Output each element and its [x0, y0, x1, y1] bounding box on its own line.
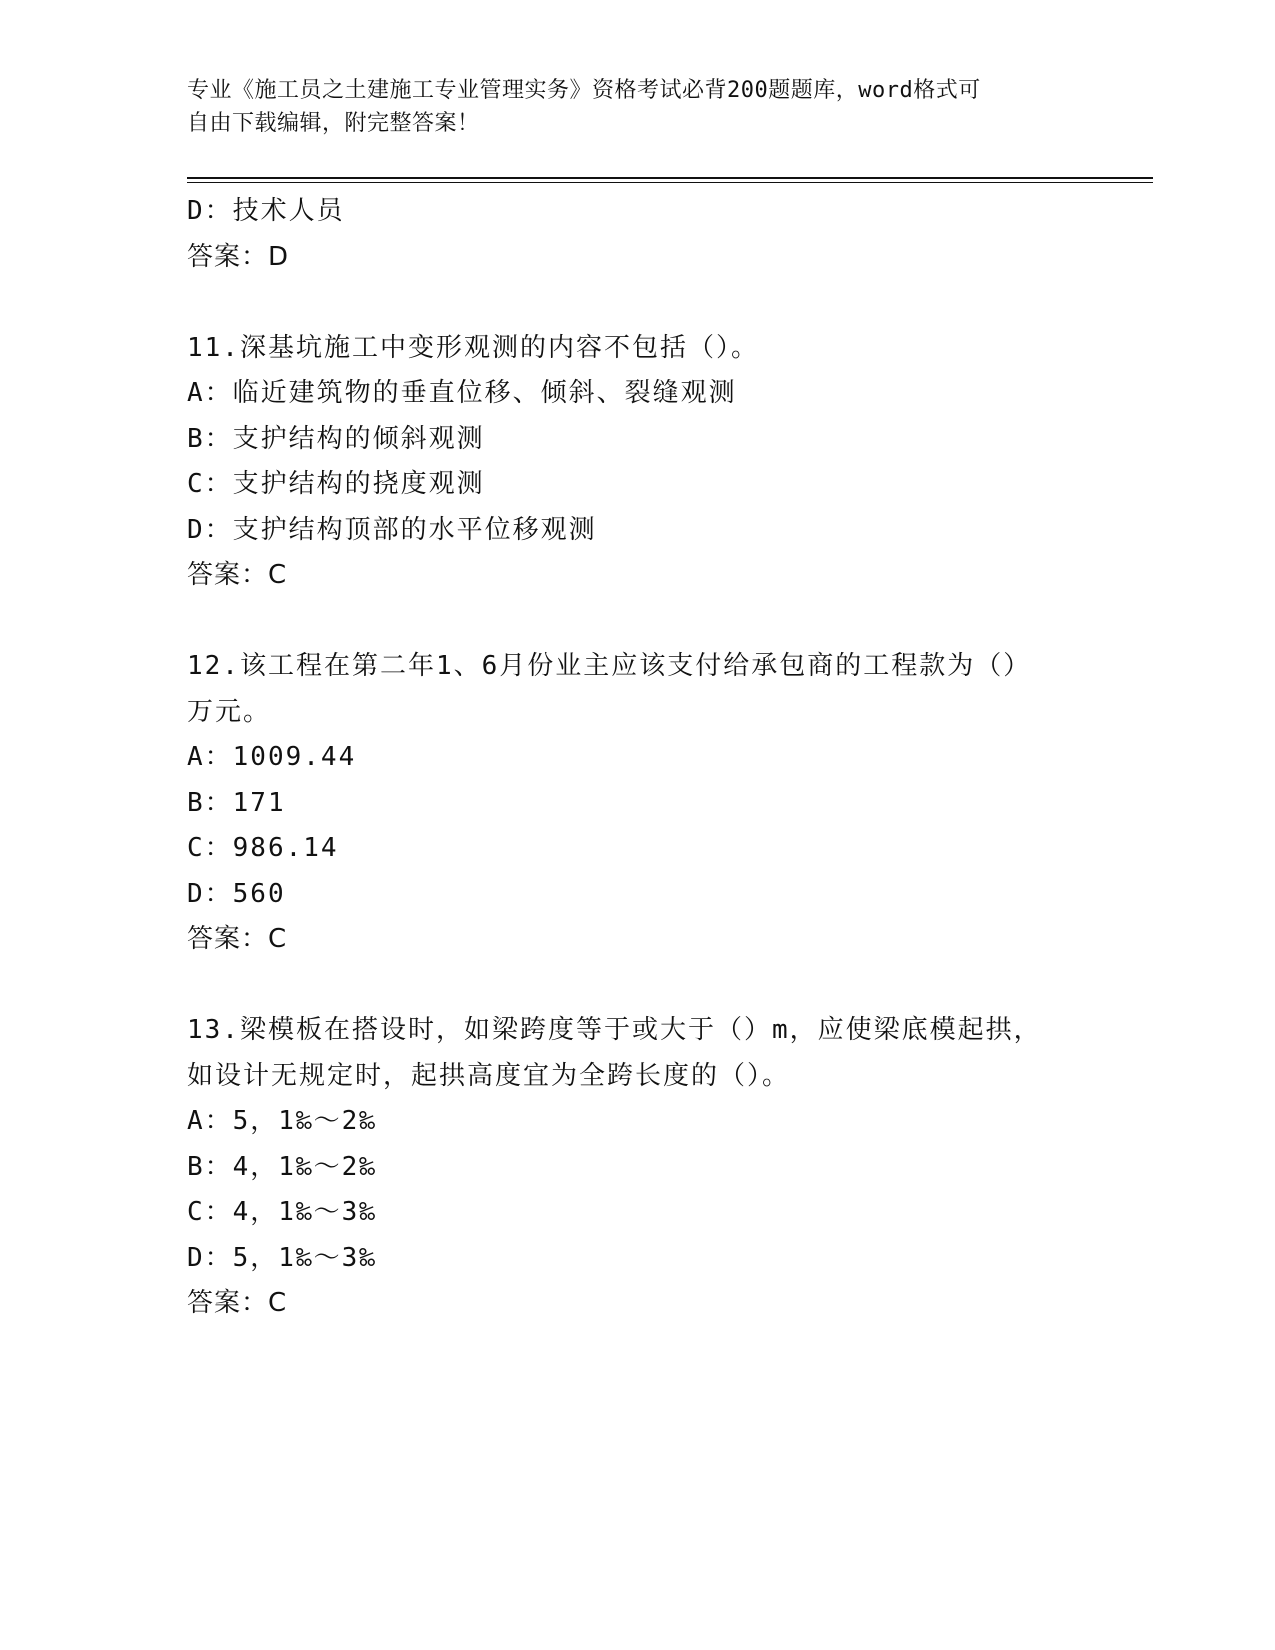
question-stem: 11.深基坑施工中变形观测的内容不包括（）。 [187, 332, 759, 363]
answer-line: 答案：C [187, 560, 288, 590]
option-d: D：支护结构顶部的水平位移观测 [187, 514, 597, 545]
option-b: B：171 [187, 787, 286, 818]
option-d: D：5，1‰～3‰ [187, 1242, 377, 1273]
option-b: B：支护结构的倾斜观测 [187, 423, 485, 454]
header-title-line-1: 专业《施工员之土建施工专业管理实务》资格考试必背200题题库，word格式可 [187, 78, 981, 103]
option-d: D：技术人员 [187, 196, 345, 226]
option-a: A：临近建筑物的垂直位移、倾斜、裂缝观测 [187, 378, 737, 408]
spacer [187, 280, 1087, 326]
question-stem-continued: 万元。 [187, 696, 272, 727]
option-a: A：1009.44 [187, 742, 357, 772]
question-content [187, 189, 1087, 1327]
question-11 [187, 326, 1087, 599]
option-c: C：986.14 [187, 833, 339, 863]
option-a: A：5，1‰～2‰ [187, 1106, 377, 1136]
header-divider-thin [187, 182, 1153, 183]
option-c: C：4，1‰～3‰ [187, 1197, 377, 1227]
spacer [187, 963, 1087, 1009]
previous-question-tail [187, 189, 1087, 280]
option-c: C：支护结构的挠度观测 [187, 469, 485, 499]
question-12 [187, 644, 1087, 963]
option-d: D：560 [187, 878, 286, 909]
header-title-line-2: 自由下载编辑，附完整答案！ [187, 111, 480, 136]
question-stem: 12.该工程在第二年1、6月份业主应该支付给承包商的工程款为（） [187, 651, 1032, 681]
question-13 [187, 1008, 1087, 1327]
answer-line: 答案：C [187, 924, 288, 954]
answer-line: 答案：D [187, 241, 290, 272]
answer-line: 答案：C [187, 1288, 288, 1318]
header-divider-thick [187, 177, 1153, 179]
spacer [187, 599, 1087, 645]
document-header [187, 74, 1087, 140]
question-stem-continued: 如设计无规定时，起拱高度宜为全跨长度的（）。 [187, 1060, 791, 1091]
option-b: B：4，1‰～2‰ [187, 1151, 377, 1182]
question-stem: 13.梁模板在搭设时，如梁跨度等于或大于（）m，应使梁底模起拱， [187, 1015, 1042, 1045]
